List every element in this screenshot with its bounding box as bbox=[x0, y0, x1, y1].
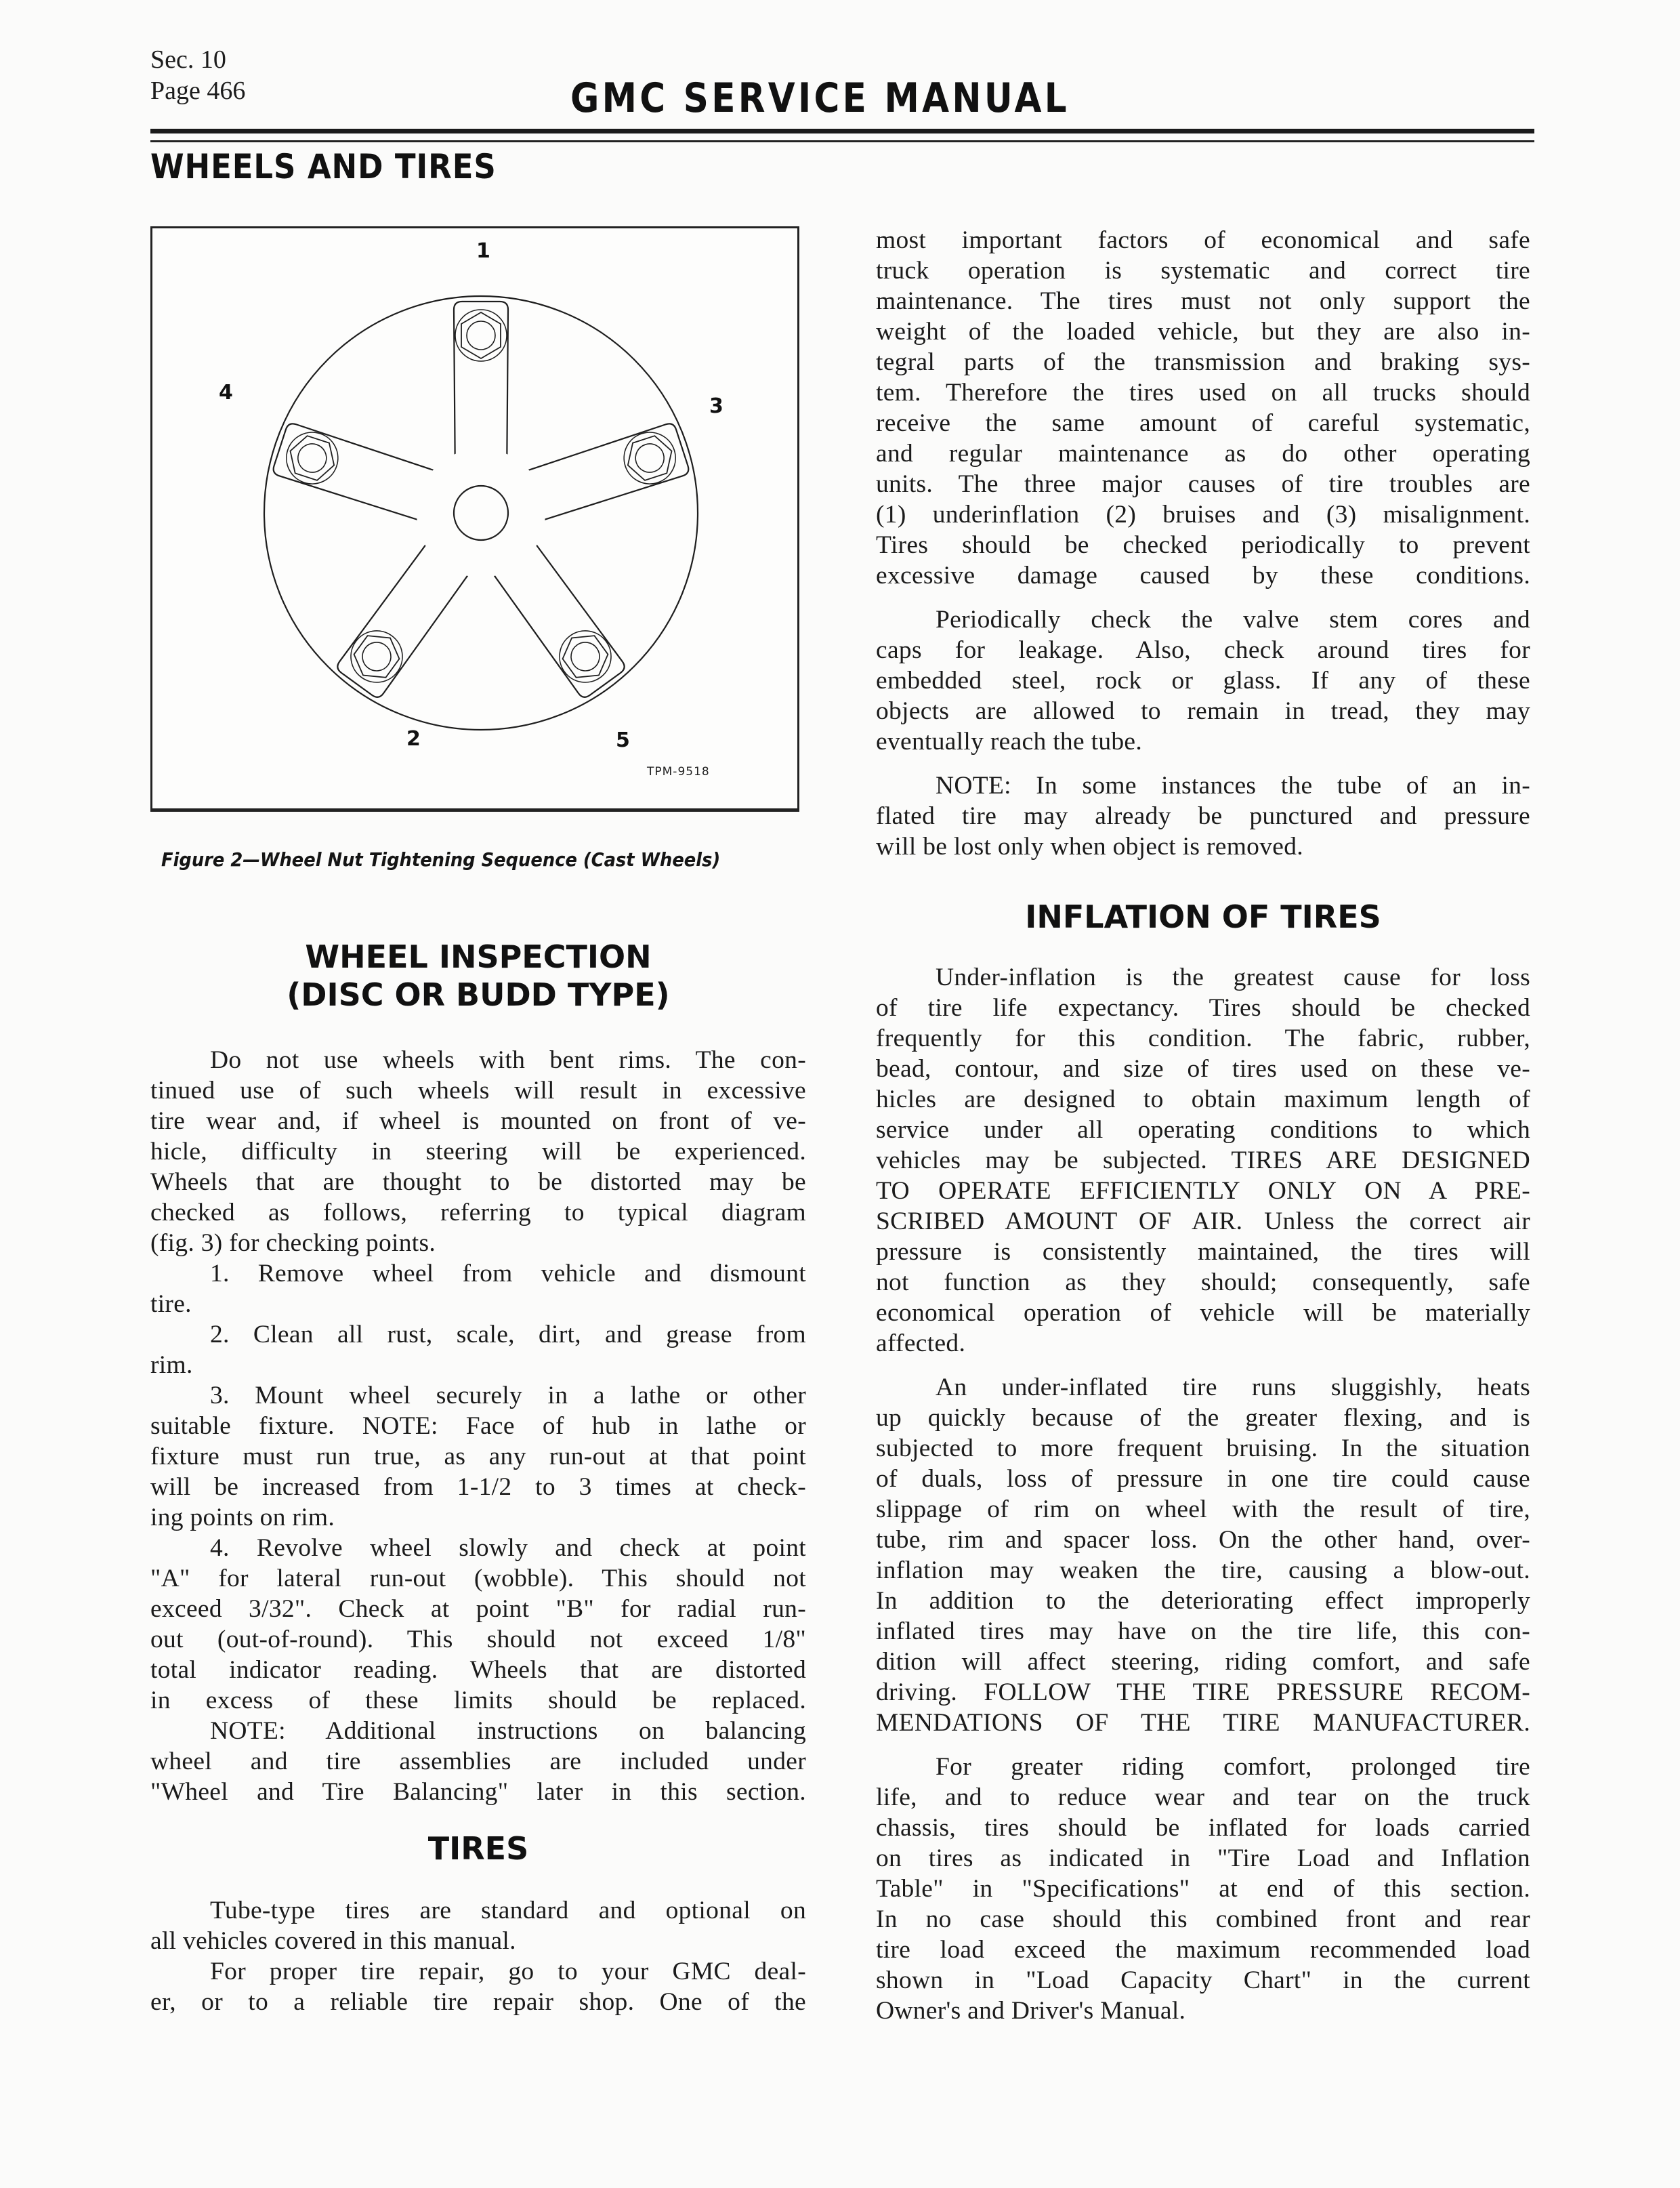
callout-2: 2 bbox=[406, 727, 421, 751]
paragraph-line: Owner's and Driver's Manual. bbox=[876, 1997, 1186, 2025]
step-1-line: tire. bbox=[150, 1290, 192, 1318]
figure-code: TPM-9518 bbox=[647, 765, 710, 779]
paragraph-line: on tires as indicated in "Tire Load and Inflation bbox=[876, 1844, 1530, 1872]
header-rule-thin bbox=[150, 140, 1534, 142]
paragraph-line: An under-inflated tire runs sluggishly, heats bbox=[936, 1374, 1530, 1401]
note-line: "Wheel and Tire Balancing" later in this section. bbox=[150, 1778, 806, 1806]
paragraph-line: up quickly because of the greater flexing, and is bbox=[876, 1404, 1530, 1432]
paragraph-line: Wheels that are thought to be distorted may be bbox=[150, 1168, 806, 1196]
paragraph-line: hicles are designed to obtain maximum length of bbox=[876, 1086, 1530, 1113]
paragraph-line: Periodically check the valve stem cores and bbox=[936, 606, 1530, 634]
left-column-body bbox=[150, 1045, 806, 1807]
left-column-tires-body bbox=[150, 1895, 806, 2017]
heading-line-2: (DISC OR BUDD TYPE) bbox=[287, 976, 670, 1013]
tires-heading: TIRES bbox=[427, 1830, 529, 1867]
section-heading: WHEELS AND TIRES bbox=[150, 147, 497, 186]
paragraph-line: (1) underinflation (2) bruises and (3) misalignment. bbox=[876, 501, 1530, 529]
paragraph-line: MENDATIONS OF THE TIRE MANUFACTURER. bbox=[876, 1709, 1530, 1737]
callout-5: 5 bbox=[616, 728, 630, 752]
note-line: flated tire may already be punctured and pressure bbox=[876, 802, 1530, 830]
paragraph-line: driving. FOLLOW THE TIRE PRESSURE RECOM- bbox=[876, 1678, 1530, 1706]
figure-wheel-nut-sequence bbox=[150, 226, 799, 812]
paragraph-line: not function as they should; consequently, safe bbox=[876, 1268, 1530, 1296]
paragraph-line: SCRIBED AMOUNT OF AIR. Unless the correct air bbox=[876, 1207, 1530, 1235]
paragraph-line: Table" in "Specifications" at end of this section. bbox=[876, 1875, 1530, 1903]
cast-wheel-diagram-icon bbox=[152, 228, 797, 808]
paragraph-line: most important factors of economical and safe bbox=[876, 226, 1530, 254]
right-column-body bbox=[876, 225, 1530, 862]
paragraph-line: bead, contour, and size of tires used on these ve- bbox=[876, 1055, 1530, 1083]
paragraph-line: all vehicles covered in this manual. bbox=[150, 1927, 516, 1955]
paragraph-line: Under-inflation is the greatest cause for loss bbox=[936, 964, 1530, 991]
paragraph-line: maintenance. The tires must not only support the bbox=[876, 287, 1530, 315]
paragraph-line: affected. bbox=[876, 1329, 966, 1357]
step-4-line: out (out-of-round). This should not exceed 1/8" bbox=[150, 1626, 806, 1653]
paragraph-line: hicle, difficulty in steering will be experienced. bbox=[150, 1138, 806, 1165]
heading-line-1: WHEEL INSPECTION bbox=[305, 938, 652, 975]
step-4-line: in excess of these limits should be replaced. bbox=[150, 1687, 806, 1714]
paragraph-line: subjected to more frequent bruising. In the situation bbox=[876, 1434, 1530, 1462]
paragraph-line: units. The three major causes of tire troubles are bbox=[876, 470, 1530, 498]
figure-caption: Figure 2—Wheel Nut Tightening Sequence (Cast Wheels) bbox=[161, 848, 721, 871]
note-line: will be lost only when object is removed. bbox=[876, 833, 1303, 861]
paragraph-line: weight of the loaded vehicle, but they are also in- bbox=[876, 318, 1530, 346]
paragraph-line: embedded steel, rock or glass. If any of these bbox=[876, 667, 1530, 695]
step-3-line: will be increased from 1-1/2 to 3 times at check- bbox=[150, 1473, 806, 1501]
paragraph-line: slippage of rim on wheel with the result of tire, bbox=[876, 1495, 1530, 1523]
page-number: Page 466 bbox=[150, 77, 246, 105]
paragraph-line: tem. Therefore the tires used on all trucks should bbox=[876, 379, 1530, 407]
note-line: NOTE: In some instances the tube of an in- bbox=[936, 772, 1530, 800]
paragraph-line: Tires should be checked periodically to prevent bbox=[876, 531, 1530, 559]
paragraph-line: shown in "Load Capacity Chart" in the current bbox=[876, 1966, 1530, 1994]
paragraph-line: tube, rim and spacer loss. On the other hand, over- bbox=[876, 1526, 1530, 1554]
note-line: wheel and tire assemblies are included under bbox=[150, 1748, 806, 1775]
paragraph-line: er, or to a reliable tire repair shop. One of the bbox=[150, 1988, 806, 2016]
paragraph-line: truck operation is systematic and correct tire bbox=[876, 257, 1530, 285]
step-3-line: ing points on rim. bbox=[150, 1504, 335, 1531]
step-2-line: rim. bbox=[150, 1351, 193, 1379]
paragraph-line: checked as follows, referring to typical diagram bbox=[150, 1199, 806, 1226]
wheel-inspection-heading bbox=[150, 938, 806, 1014]
paragraph-line: economical operation of vehicle will be materially bbox=[876, 1299, 1530, 1327]
paragraph-line: For proper tire repair, go to your GMC deal- bbox=[210, 1958, 806, 1985]
paragraph-line: In addition to the deteriorating effect improperly bbox=[876, 1587, 1530, 1615]
paragraph-line: dition will affect steering, riding comfort, and safe bbox=[876, 1648, 1530, 1676]
paragraph-line: (fig. 3) for checking points. bbox=[150, 1229, 436, 1257]
paragraph-line: In no case should this combined front and rear bbox=[876, 1905, 1530, 1933]
callout-3: 3 bbox=[709, 394, 723, 418]
step-3-line: suitable fixture. NOTE: Face of hub in lathe or bbox=[150, 1412, 806, 1440]
step-4-line: 4. Revolve wheel slowly and check at point bbox=[210, 1534, 806, 1562]
header-rule-thick bbox=[150, 129, 1534, 133]
paragraph-line: life, and to reduce wear and tear on the truck bbox=[876, 1783, 1530, 1811]
step-4-line: "A" for lateral run-out (wobble). This should not bbox=[150, 1565, 806, 1592]
paragraph-line: inflated tires may have on the tire life, this con- bbox=[876, 1617, 1530, 1645]
callout-1: 1 bbox=[476, 239, 490, 263]
paragraph-line: For greater riding comfort, prolonged tire bbox=[936, 1753, 1530, 1781]
paragraph-line: frequently for this condition. The fabric, rubber, bbox=[876, 1025, 1530, 1052]
paragraph-line: tire load exceed the maximum recommended load bbox=[876, 1936, 1530, 1964]
step-4-line: total indicator reading. Wheels that are distorted bbox=[150, 1656, 806, 1684]
paragraph-line: chassis, tires should be inflated for loads carried bbox=[876, 1814, 1530, 1842]
step-3-line: 3. Mount wheel securely in a lathe or other bbox=[210, 1382, 806, 1409]
paragraph-line: Tube-type tires are standard and optional on bbox=[210, 1897, 806, 1924]
step-2-line: 2. Clean all rust, scale, dirt, and grease from bbox=[210, 1321, 806, 1348]
paragraph-line: excessive damage caused by these conditions. bbox=[876, 562, 1530, 590]
paragraph-line: tinued use of such wheels will result in excessive bbox=[150, 1077, 806, 1105]
paragraph-line: receive the same amount of careful systematic, bbox=[876, 409, 1530, 437]
step-4-line: exceed 3/32". Check at point "B" for radial run- bbox=[150, 1595, 806, 1623]
paragraph-line: tegral parts of the transmission and braking sys- bbox=[876, 348, 1530, 376]
callout-4: 4 bbox=[219, 381, 233, 405]
paragraph-line: service under all operating conditions to which bbox=[876, 1116, 1530, 1144]
paragraph-line: of duals, loss of pressure in one tire could cause bbox=[876, 1465, 1530, 1493]
paragraph-line: pressure is consistently maintained, the tires will bbox=[876, 1238, 1530, 1266]
manual-title: GMC SERVICE MANUAL bbox=[570, 75, 1070, 122]
step-1-line: 1. Remove wheel from vehicle and dismount bbox=[210, 1260, 806, 1287]
paragraph-line: vehicles may be subjected. TIRES ARE DESIGNED bbox=[876, 1147, 1530, 1174]
paragraph-line: eventually reach the tube. bbox=[876, 728, 1143, 756]
paragraph-line: and regular maintenance as do other operating bbox=[876, 440, 1530, 468]
right-column-inflation-body bbox=[876, 962, 1530, 2026]
paragraph-line: objects are allowed to remain in tread, they may bbox=[876, 697, 1530, 725]
paragraph-line: caps for leakage. Also, check around tires for bbox=[876, 636, 1530, 664]
inflation-heading: INFLATION OF TIRES bbox=[1025, 899, 1381, 935]
paragraph-line: tire wear and, if wheel is mounted on front of ve- bbox=[150, 1107, 806, 1135]
section-number: Sec. 10 bbox=[150, 45, 226, 74]
note-line: NOTE: Additional instructions on balancing bbox=[210, 1717, 806, 1745]
paragraph-line: of tire life expectancy. Tires should be checked bbox=[876, 994, 1530, 1022]
paragraph-line: TO OPERATE EFFICIENTLY ONLY ON A PRE- bbox=[876, 1177, 1530, 1205]
paragraph-line: inflation may weaken the tire, causing a blow-out. bbox=[876, 1556, 1530, 1584]
step-3-line: fixture must run true, as any run-out at that point bbox=[150, 1443, 806, 1470]
paragraph-line: Do not use wheels with bent rims. The con- bbox=[210, 1046, 806, 1074]
